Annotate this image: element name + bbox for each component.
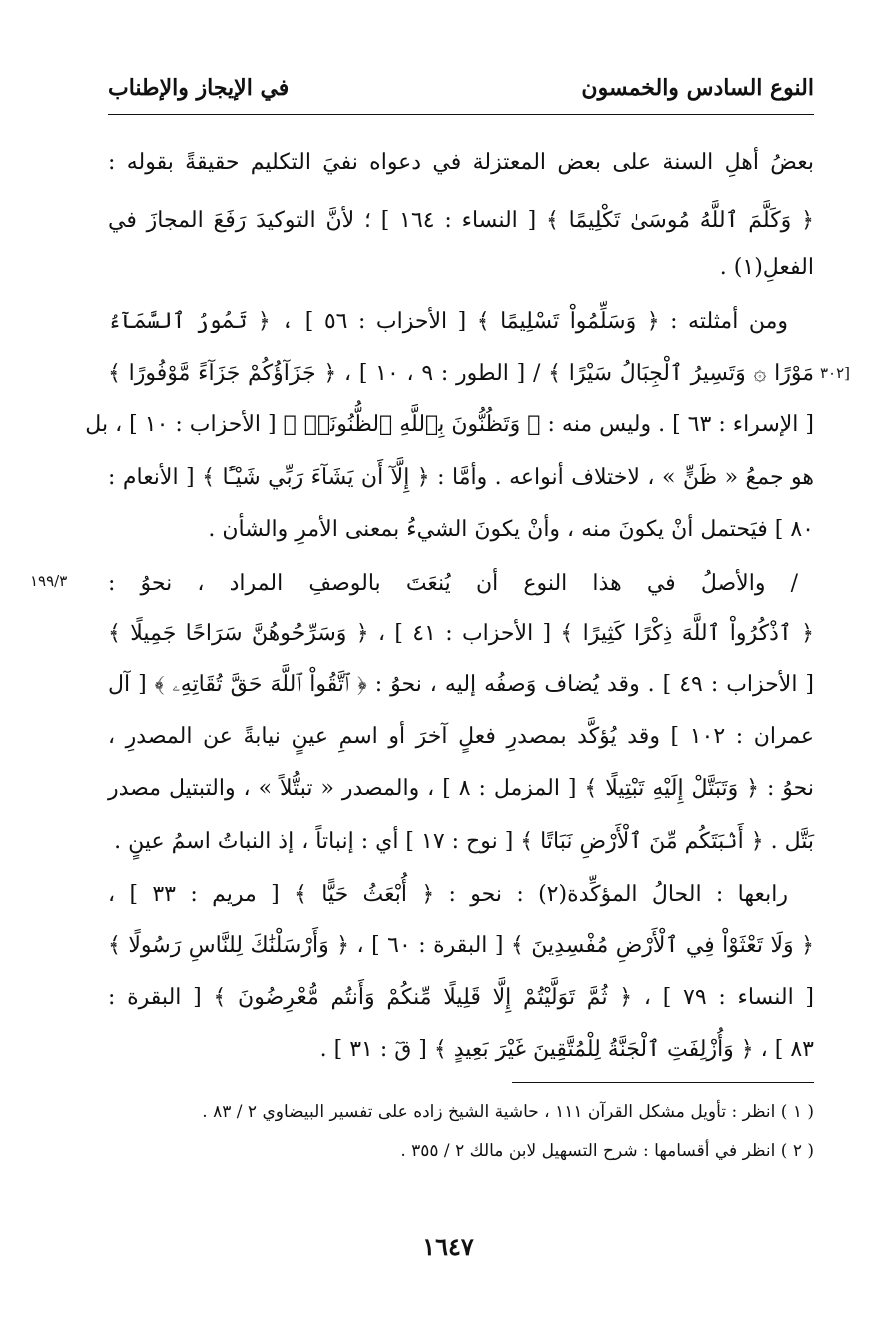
footnote-rule (512, 1082, 814, 1083)
section-title: في الإيجاز والإطناب (108, 75, 290, 101)
text-line: بَتَّل . ﴿ أَنۢبَتَكُم مِّنَ ٱلْأَرْضِ نَبَاتًا ﴾ [ نوح : ١٧ ] أي : إنباتاً ، إذ النباتُ اسمُ عينٍ . (114, 829, 814, 854)
text-line: ﴿ وَكَلَّمَ ٱللَّهُ مُوسَىٰ تَكْلِيمًا ﴾ [ النساء : ١٦٤ ] ؛ لأنَّ التوكيدَ رَفَعَ المجازَ في (108, 208, 815, 233)
text-line: ومن أمثلته : ﴿ وَسَلِّمُواْ تَسْلِيمًا ﴾ [ الأحزاب : ٥٦ ] ، ﴿ تَمُورُ ٱلسَّمَآءُ (108, 309, 788, 334)
footnote: ( ١ ) انظر : تأويل مشكل القرآن ١١١ ، حاشية الشيخ زاده على تفسير البيضاوي ٢ / ٨٣ . (202, 1102, 814, 1122)
page-number: ١٦٤٧ (422, 1232, 474, 1261)
running-header (108, 66, 814, 110)
text-line: [ النساء : ٧٩ ] ، ﴿ ثُمَّ تَوَلَّيْتُمْ إِلَّا قَلِيلًا مِّنكُمْ وَأَنتُم مُّعْرِضُونَ ﴾ [ البقرة : (108, 985, 814, 1010)
text-line: عمران : ١٠٢ ] وقد يُؤكَّد بمصدرِ فعلٍ آخرَ أو اسمِ عينٍ نيابةً عن المصدرِ ، (108, 724, 814, 749)
text-line: [ الأحزاب : ٤٩ ] . وقد يُضاف وَصفُه إليه ، نحوُ : ﴿ ٱتَّقُواْ ٱللَّهَ حَقَّ تُقَاتِهِۦ ﴾ [ آل (108, 672, 814, 697)
chapter-title: النوع السادس والخمسون (581, 75, 814, 101)
text-line: الفعلِ(١) . (719, 255, 814, 280)
margin-volume-ref: ١٩٩/٣ (30, 572, 68, 590)
text-line: رابعها : الحالُ المؤكِّدة(٢) : نحو : ﴿ أُبْعَثُ حَيًّا ﴾ [ مريم : ٣٣ ] ، (108, 882, 788, 907)
text-line: / والأصلُ في هذا النوع أن يُنعَتَ بالوصفِ المراد ، نحوُ : (108, 571, 798, 596)
text-line: ﴿ ٱذْكُرُواْ ٱللَّهَ ذِكْرًا كَثِيرًا ﴾ [ الأحزاب : ٤١ ] ، ﴿ وَسَرِّحُوهُنَّ سَرَاحًا جَمِيلًا ﴾ (108, 621, 815, 646)
text-line: نحوُ : ﴿ وَتَبَتَّلْ إِلَيْهِ تَبْتِيلًا ﴾ [ المزمل : ٨ ] ، والمصدر « تبتُّلاً » ، والتبتيل مصدر (108, 776, 814, 801)
text-line: مَوْرًا ۞ وَتَسِيرُ ٱلْجِبَالُ سَيْرًا ﴾ / [ الطور : ٩ ، ١٠ ] ، ﴿ جَزَآؤُكُمْ جَزَآءً مَّوْفُورًا ﴾ (108, 361, 814, 386)
header-rule (108, 114, 814, 115)
margin-page-ref: [٣٠٢ (820, 364, 851, 382)
text-line: بعضُ أهلِ السنة على بعض المعتزلة في دعواه نفيَ التكليم حقيقةً بقوله : (108, 150, 814, 175)
text-line: ٨٠ ] فيَحتمل أنْ يكونَ منه ، وأنْ يكونَ الشيءُ بمعنى الأمرِ والشأن . (208, 517, 814, 542)
text-line: هو جمعُ « ظَنٍّ » ، لاختلاف أنواعه . وأمَّا : ﴿ إِلَّآ أَن يَشَآءَ رَبِّي شَيْـًٔا ﴾ [ الأنعام : (108, 465, 814, 490)
text-line: ٨٣ ] ، ﴿ وَأُزْلِفَتِ ٱلْجَنَّةُ لِلْمُتَّقِينَ غَيْرَ بَعِيدٍ ﴾ [ قٓ : ٣١ ] . (319, 1037, 814, 1062)
text-line: [ الإسراء : ٦٣ ] . وليس منه : ﴿ وَتَظُنُّونَ بِٱللَّهِ ٱلظُّنُونَا۠ ﴾ [ الأحزاب : ١٠ ] ، بل (85, 412, 814, 437)
footnote: ( ٢ ) انظر في أقسامها : شرح التسهيل لابن مالك ٢ / ٣٥٥ . (400, 1141, 814, 1161)
text-line: ﴿ وَلَا تَعْثَوْاْ فِي ٱلْأَرْضِ مُفْسِدِينَ ﴾ [ البقرة : ٦٠ ] ، ﴿ وَأَرْسَلْنَٰكَ لِلنَّاسِ رَسُولًا ﴾ (108, 933, 814, 958)
